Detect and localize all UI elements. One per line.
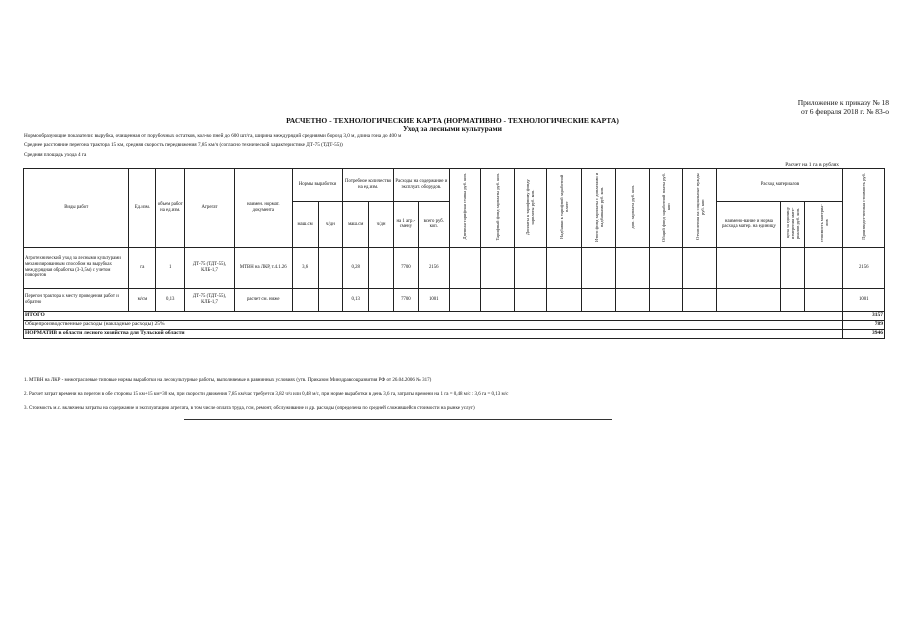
header-material-name: наимено-вание и норма расхода матер. на единицу: [717, 202, 781, 248]
header-tariff-fund: Тарифный фонд зарплаты руб. коп.: [480, 169, 514, 248]
total-value: 3157: [843, 311, 885, 320]
row-norm-shift: 3,6: [292, 247, 318, 288]
header-total-wage-fund: Итого фонд зарплаты с доплатами и надбавками руб. коп.: [582, 169, 616, 248]
footnote-3: 3. Стоимость м.с. включены затраты на содержание и эксплуатацию агрегата, в том числе оплата труда, гсм, ремонт, обслуживание и др. расходы (определена по средней сложившейся стоимости на рынке услуг): [24, 406, 475, 411]
row-req-person-day: [369, 247, 394, 288]
header-total-rub: всего руб. коп.: [418, 202, 449, 248]
row-aggregate: ДТ-75 (ТДТ-55), КЛБ-1,7: [185, 288, 235, 311]
norm-parameters: Нормообразующие показатели: вырубка, очищенная от порубочных остатков, кол-во пней до 600 шт/га, ширина междурядий средняями борозд 3,0 м, длина гона до 400 м: [24, 133, 402, 139]
total-label: ИТОГО: [24, 311, 843, 320]
footnote-2: 2. Расчет затрат времени на перегон в обе стороны 15 км+15 км=30 км, при скорости движения 7,85 км/час требуется 3,82 ч/ч или 0,48 м/с, при норме выработки в день 3,6 га, затраты времени на 1 га = 0,48 м/с : 3,6 га = 0,13 м/с: [24, 392, 509, 397]
overhead-value: 789: [843, 320, 885, 329]
header-volume: объем работ на ед.изм.: [156, 169, 185, 248]
total-row: [24, 311, 885, 320]
row-norm-shift: [292, 288, 318, 311]
row-unit: га: [129, 247, 156, 288]
appendix-reference: [798, 98, 889, 116]
header-norm-document: наимен. нормат. документа: [234, 169, 292, 248]
average-area: Средняя площадь ухода 4 га: [24, 152, 87, 158]
row-volume: 1: [156, 247, 185, 288]
table-row: [24, 288, 885, 311]
row-cost: 2156: [843, 247, 885, 288]
row-aggregate: ДТ-75 (ТДТ-55), КЛБ-1,7: [185, 247, 235, 288]
header-required-quantity: Потребное количество на ед.изм.: [343, 169, 394, 202]
row-document: расчет см. ниже: [234, 288, 292, 311]
header-material-price: цена за единицу измерения мате-риалов руб. коп.: [781, 202, 805, 248]
row-per-unit: 7700: [393, 247, 418, 288]
document-subtitle: Уход за лесными культурами: [403, 124, 502, 133]
row-norm-person-day: [318, 247, 343, 288]
row-per-unit: 7700: [393, 288, 418, 311]
header-work-types: Виды работ: [24, 169, 129, 248]
header-tariff-surcharges: Доплаты к тарифному фонду зарплаты руб. коп.: [514, 169, 546, 248]
header-norms: Нормы выработки: [292, 169, 343, 202]
header-maintenance-cost: Расходы на содержание и эксплуат. оборудов.: [393, 169, 449, 202]
header-req-machine-shift: маш.см: [343, 202, 369, 248]
row-req-person-day: [369, 288, 394, 311]
row-norm-person-day: [318, 288, 343, 311]
header-material-cost: стоимость материа-лов: [805, 202, 843, 248]
header-production-cost: Производст-венная стоимость руб.: [843, 169, 885, 248]
row-req-shift: 0,28: [343, 247, 369, 288]
calculation-basis: Расчет на 1 га в рублях: [785, 162, 839, 168]
row-total: 1001: [418, 288, 449, 311]
header-norm-person-day: ч/дн: [318, 202, 343, 248]
overhead-label: Общепроизводственные расходы (накладные расходы) 25%: [24, 320, 843, 329]
normative-label: НОРМАТИВ в области лесного хозяйства для Тульской области: [24, 329, 843, 338]
row-unit: м/см: [129, 288, 156, 311]
footnote-1: 1. МТВН на ЛКР - межотраслевые типовые нормы выработки на лесокультурные работы, выполняемые в равнинных условиях (утв. Приказом Минздравсоцразвития РФ от 26.04.2006 № 317): [24, 378, 432, 383]
header-daily-rate: Дневная тарифная ставка руб. коп.: [449, 169, 480, 248]
header-per-unit-shift: на 1 агр.-смену: [393, 202, 418, 248]
normative-value: 3946: [843, 329, 885, 338]
row-req-shift: 0,13: [343, 288, 369, 311]
header-social-contributions: Отчисления на социальные нужды руб. коп: [683, 169, 717, 248]
header-general-wage-fund: Общий фонд заработной платы руб. коп: [650, 169, 683, 248]
row-total: 2156: [418, 247, 449, 288]
bottom-rule-divider: [184, 419, 612, 420]
header-aggregate: Агрегат: [185, 169, 235, 248]
overhead-row: [24, 320, 885, 329]
normative-row: [24, 329, 885, 338]
table-row: [24, 247, 885, 288]
calculation-table: [23, 168, 885, 339]
header-req-person-day: ч/дн: [369, 202, 394, 248]
appendix-line-1: Приложение к приказу № 18: [797, 98, 889, 107]
distance-parameters: Среднее расстояние перегона трактора 15 км, средняя скорость передвижения 7,85 км/ч (согласно технической характеристике ДТ-75 (ТДТ-55)): [24, 142, 343, 148]
header-unit: Ед.изм.: [129, 169, 156, 248]
header-allowances: Надбавки к тарифной заработной плате: [546, 169, 581, 248]
row-work: Агротехнический уход за лесными культурами механизированным способом на вырубках междурядная обработка (3-3,5м) с учетом поворотов: [24, 247, 129, 288]
header-materials: Расход материалов: [717, 169, 843, 202]
row-cost: 1001: [843, 288, 885, 311]
document-title: РАСЧЕТНО - ТЕХНОЛОГИЧЕСКИЕ КАРТА (НОРМАТИВНО - ТЕХНОЛОГИЧЕСКИЕ КАРТА): [286, 116, 619, 125]
header-norm-machine-shift: маш.см: [292, 202, 318, 248]
header-additional-wage: доп. зарплата руб. коп.: [616, 169, 650, 248]
row-volume: 0,13: [156, 288, 185, 311]
appendix-line-2: от 6 февраля 2018 г. № 83-о: [800, 107, 889, 116]
row-work: Перегон трактора к месту проведения работ и обратно: [24, 288, 129, 311]
row-document: МТВН на ЛКР, т.4.1.26: [234, 247, 292, 288]
